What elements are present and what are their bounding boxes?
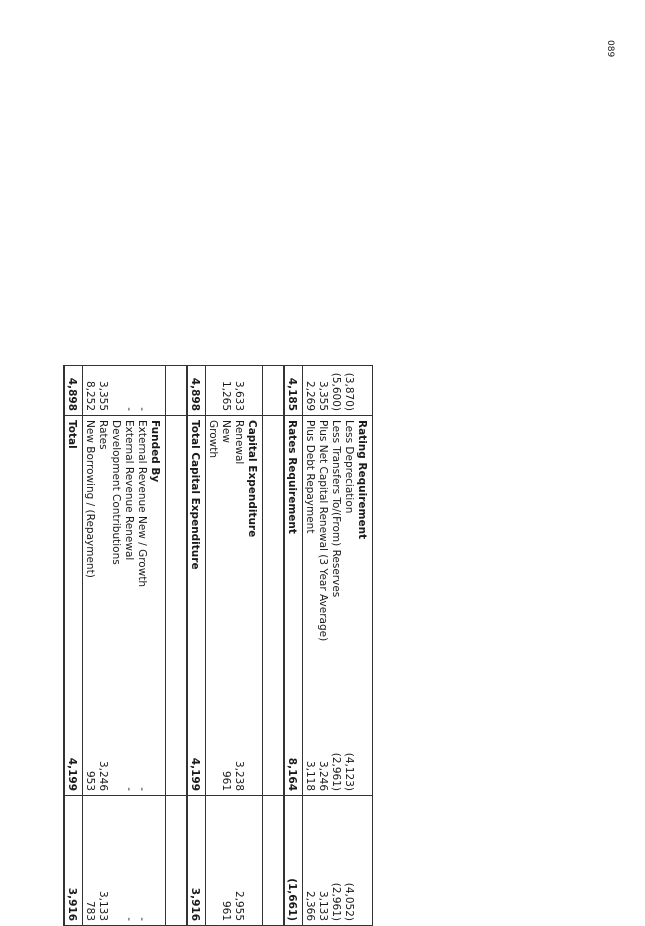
- forecast-value: 2,955: [232, 796, 245, 926]
- total-label: Rates Requirement: [284, 416, 303, 681]
- row-label: Development Contributions: [110, 420, 122, 565]
- section-heading-row: [148, 366, 166, 926]
- table-row: [232, 366, 245, 926]
- budget-value: -: [135, 681, 148, 796]
- row-label: Renewal: [233, 420, 245, 465]
- total-row: [64, 366, 83, 926]
- table-row: [329, 366, 342, 926]
- forecast-value: 2,366: [303, 796, 317, 926]
- table-row: [206, 366, 220, 926]
- table-row: [122, 366, 135, 926]
- total-row: [284, 366, 303, 926]
- total-label: Total Capital Expenditure: [187, 416, 206, 681]
- prior-year-total: 4,185: [284, 366, 303, 416]
- table-row: [303, 366, 317, 926]
- budget-value: -: [122, 681, 135, 796]
- row-label: Less Transfers To/(From) Reserves: [330, 420, 342, 598]
- budget-value: 3,238: [232, 681, 245, 796]
- row-label: Less Depreciation: [343, 420, 355, 514]
- prior-year-value: [206, 366, 220, 416]
- row-label: New: [220, 420, 232, 443]
- prior-year-value: 3,633: [232, 366, 245, 416]
- section-heading: Capital Expenditure: [245, 416, 263, 681]
- prior-year-total: 4,898: [187, 366, 206, 416]
- table-row: [83, 366, 97, 926]
- prior-year-value: 8,252: [83, 366, 97, 416]
- forecast-value: -: [122, 796, 135, 926]
- budget-value: 953: [83, 681, 97, 796]
- budget-total: 4,199: [64, 681, 83, 796]
- forecast-total: 3,916: [187, 796, 206, 926]
- page-number: 089: [605, 40, 615, 58]
- prior-year-value: 3,355: [96, 366, 109, 416]
- forecast-value: -: [135, 796, 148, 926]
- prior-year-value: -: [135, 366, 148, 416]
- forecast-value: (4,052): [342, 796, 355, 926]
- forecast-value: (2,961): [329, 796, 342, 926]
- spacer-row: [166, 366, 188, 926]
- budget-total: 4,199: [187, 681, 206, 796]
- table-row: [135, 366, 148, 926]
- total-row: [187, 366, 206, 926]
- forecast-value: 3,133: [96, 796, 109, 926]
- row-label: External Revenue New / Growth: [136, 420, 148, 588]
- spacer-row: [263, 366, 285, 926]
- budget-value: 3,118: [303, 681, 317, 796]
- section-heading-row: [355, 366, 373, 926]
- prior-year-value: (3,870): [342, 366, 355, 416]
- budget-value: 3,246: [316, 681, 329, 796]
- row-label: Plus Net Capital Renewal (3 Year Average): [317, 420, 329, 642]
- table-row: [96, 366, 109, 926]
- row-label: New Borrowing / (Repayment): [84, 420, 96, 578]
- section-heading-row: [245, 366, 263, 926]
- prior-year-value: 1,265: [219, 366, 232, 416]
- budget-value: (4,123): [342, 681, 355, 796]
- forecast-value: 783: [83, 796, 97, 926]
- forecast-value: 3,133: [316, 796, 329, 926]
- table-row: [109, 366, 122, 926]
- row-label: Plus Debt Repayment: [304, 420, 316, 534]
- table-row: [219, 366, 232, 926]
- budget-value: 961: [219, 681, 232, 796]
- budget-total: 8,164: [284, 681, 303, 796]
- row-label: Rates: [97, 420, 109, 450]
- budget-value: 3,246: [96, 681, 109, 796]
- row-label: Growth: [207, 420, 219, 459]
- table-row: [342, 366, 355, 926]
- prior-year-value: [109, 366, 122, 416]
- total-label: Total: [64, 416, 83, 681]
- prior-year-value: 3,355: [316, 366, 329, 416]
- rotated-financial-table: [23, 365, 373, 925]
- forecast-value: 961: [219, 796, 232, 926]
- budget-value: [206, 681, 220, 796]
- forecast-total: 3,916: [64, 796, 83, 926]
- section-heading: Rating Requirement: [355, 416, 373, 681]
- budget-value: [109, 681, 122, 796]
- financial-summary-table: [63, 365, 373, 926]
- table-row: [316, 366, 329, 926]
- prior-year-value: -: [122, 366, 135, 416]
- section-heading: Funded By: [148, 416, 166, 681]
- prior-year-total: 4,898: [64, 366, 83, 416]
- budget-value: (2,961): [329, 681, 342, 796]
- forecast-total: (1,661): [284, 796, 303, 926]
- prior-year-value: 2,269: [303, 366, 317, 416]
- row-label: External Revenue Renewal: [123, 420, 135, 561]
- forecast-value: [109, 796, 122, 926]
- prior-year-value: (5,600): [329, 366, 342, 416]
- forecast-value: [206, 796, 220, 926]
